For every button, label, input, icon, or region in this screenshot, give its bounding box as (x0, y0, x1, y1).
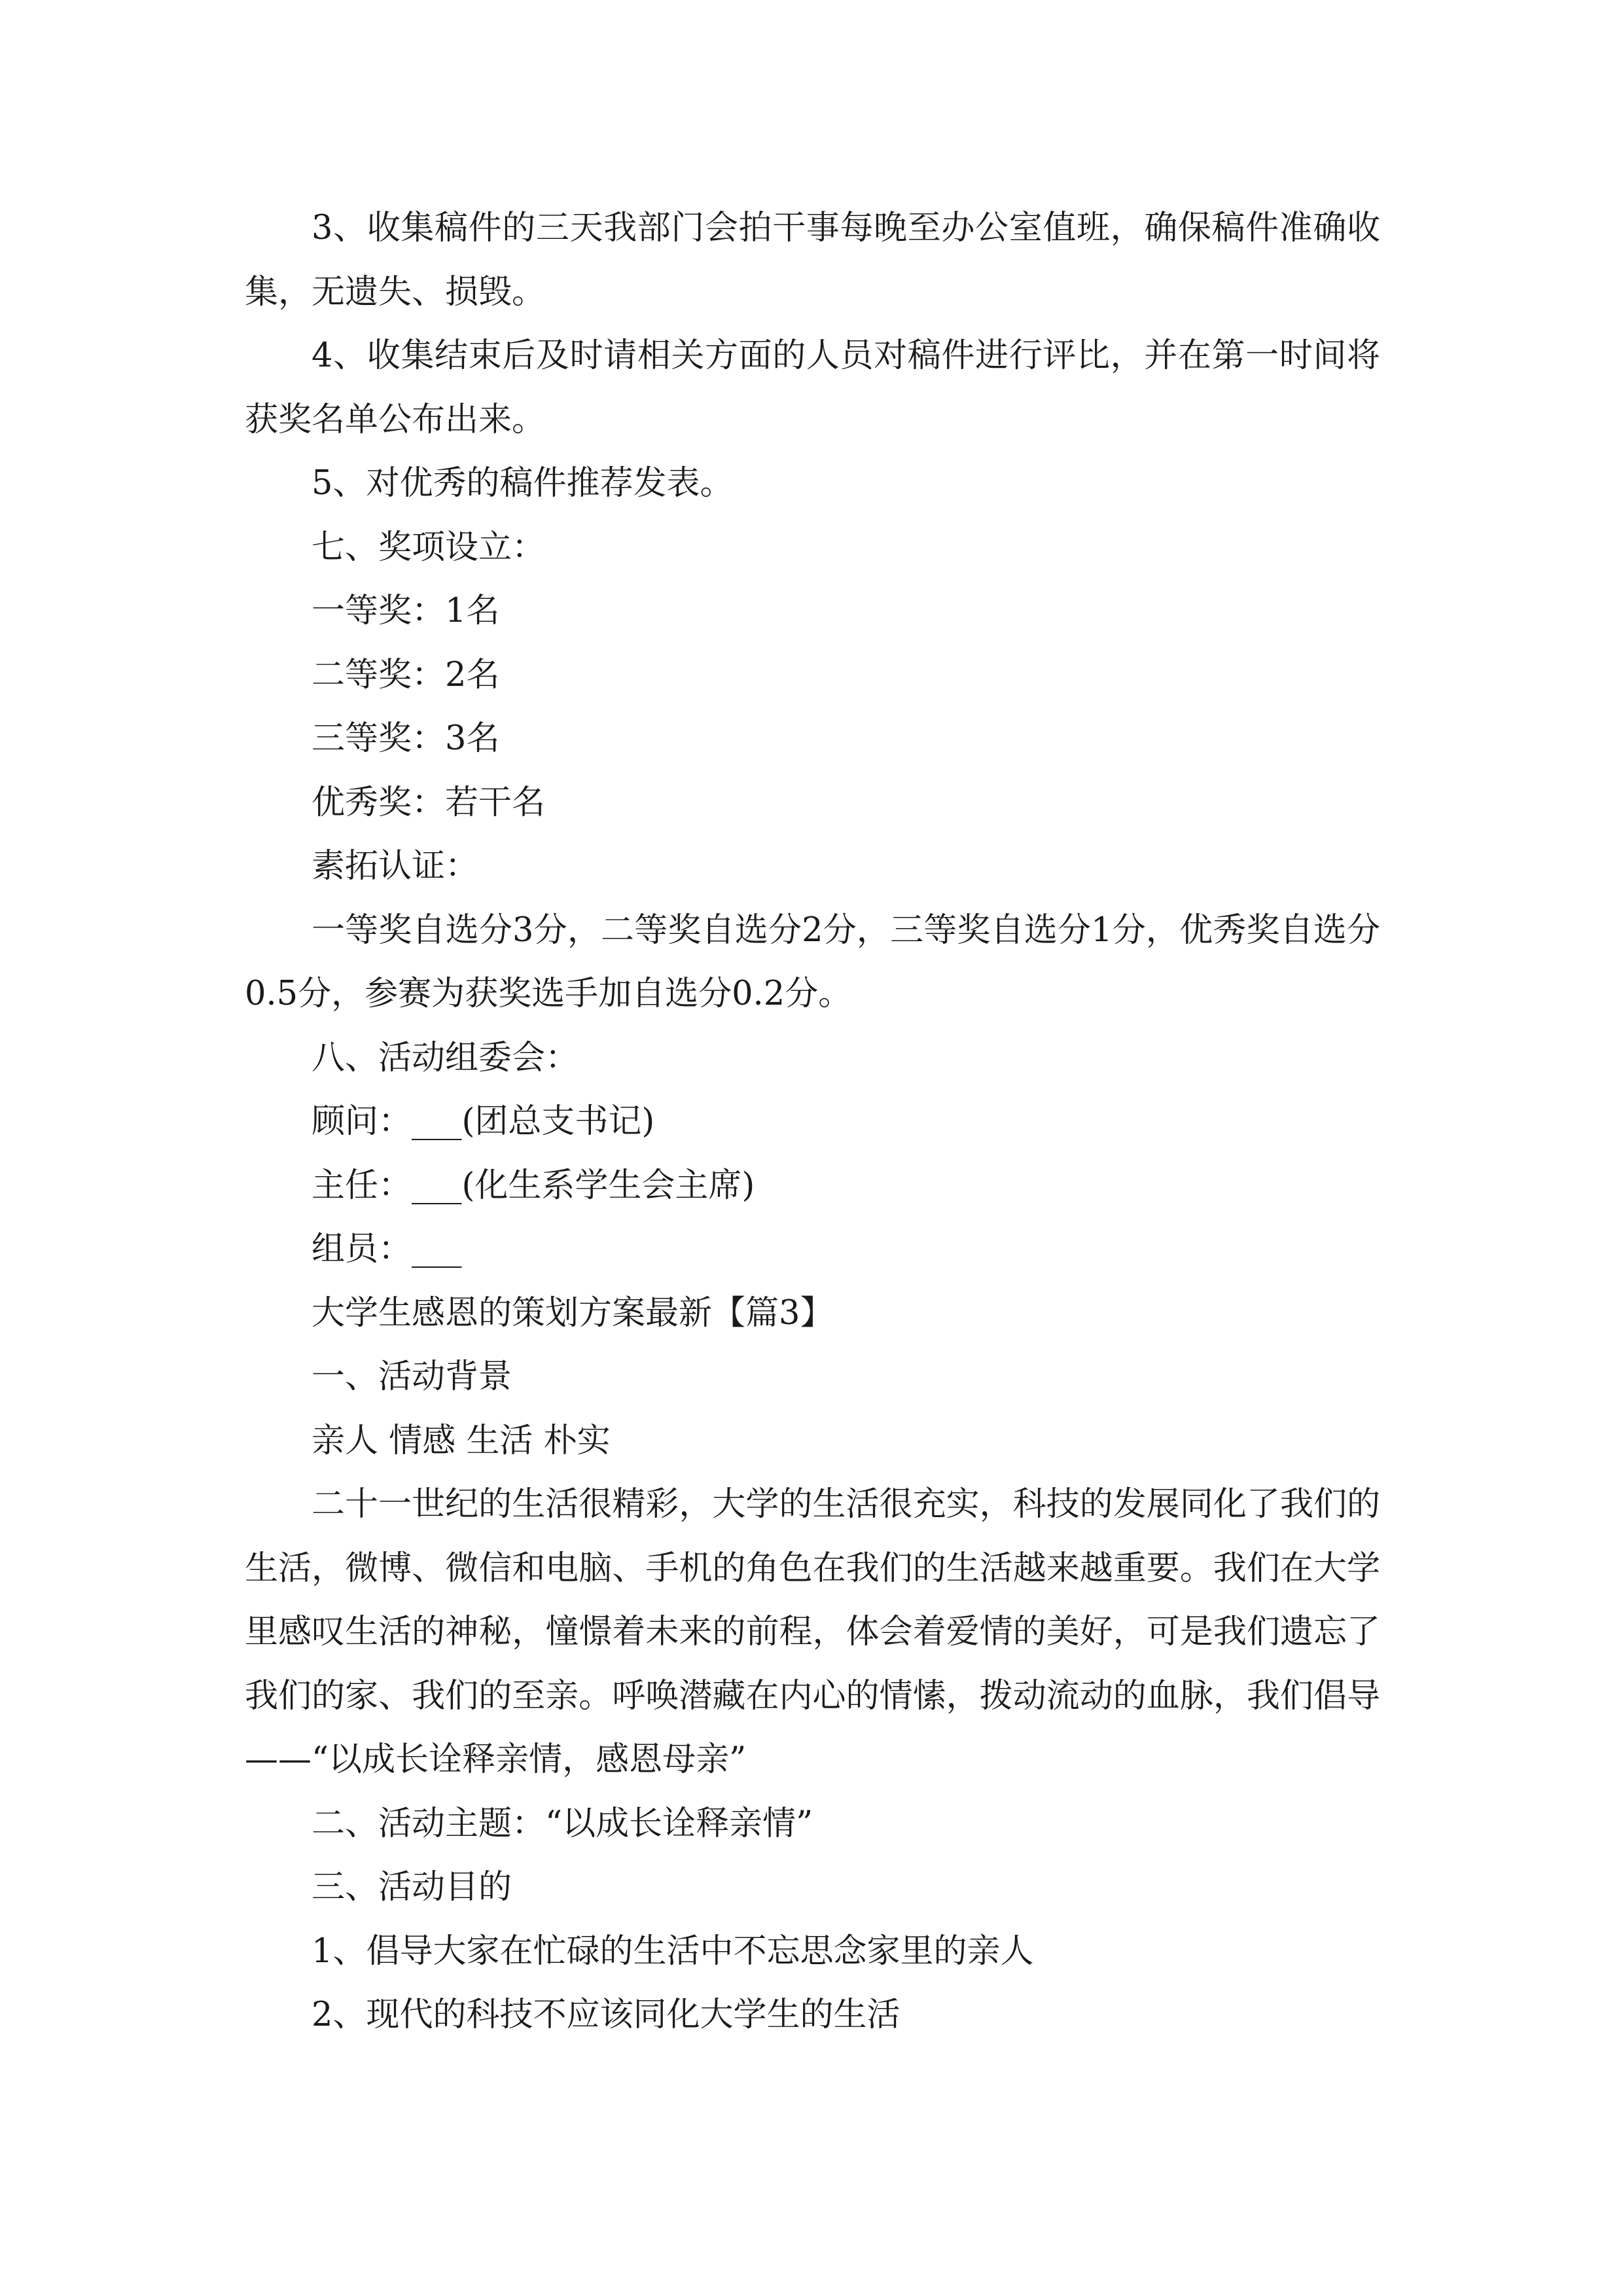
paragraph-item-3: 3、收集稿件的三天我部门会拍干事每晚至办公室值班，确保稿件准确收集，无遗失、损毁。 (245, 209, 1380, 312)
award-second-prize: 二等奖：2名 (312, 655, 500, 694)
section-heading-purpose: 三、活动目的 (312, 1868, 512, 1907)
section-heading-awards: 七、奖项设立： (312, 528, 546, 567)
article-title: 大学生感恩的策划方案最新【篇3】 (312, 1293, 834, 1333)
committee-members: 组员：___ (312, 1230, 462, 1268)
award-third-prize: 三等奖：3名 (312, 719, 500, 758)
background-body: 二十一世纪的生活很精彩，大学的生活很充实，科技的发展同化了我们的生活，微博、微信和电脑、手机的角色在我们的生活越来越重要。我们在大学里感叹生活的神秘，憧憬着未来的前程，体会着爱情的美好，可是我们遗忘了我们的家、我们的至亲。呼唤潜藏在内心的情愫，拨动流动的血脉，我们倡导——“以成长诠释亲情，感恩母亲” (245, 1485, 1380, 1779)
background-keywords: 亲人 情感 生活 朴实 (312, 1421, 611, 1460)
purpose-item-2: 2、现代的科技不应该同化大学生的生活 (312, 1996, 901, 2034)
committee-advisor: 顾问：___(团总支书记) (312, 1102, 655, 1141)
award-first-prize: 一等奖：1名 (312, 592, 500, 630)
paragraph-item-5: 5、对优秀的稿件推荐发表。 (312, 464, 734, 503)
award-excellence: 优秀奖：若干名 (312, 783, 546, 822)
purpose-item-1: 1、倡导大家在忙碌的生活中不忘思念家里的亲人 (312, 1931, 1034, 1971)
credit-heading: 素拓认证： (312, 847, 479, 886)
committee-director: 主任：___(化生系学生会主席) (312, 1166, 755, 1205)
section-heading-committee: 八、活动组委会： (312, 1038, 579, 1077)
section-heading-background: 一、活动背景 (312, 1357, 512, 1396)
document-body (245, 196, 1380, 2047)
paragraph-item-4: 4、收集结束后及时请相关方面的人员对稿件进行评比，并在第一时间将获奖名单公布出来。 (245, 336, 1380, 439)
section-heading-theme: 二、活动主题：“以成长诠释亲情” (312, 1804, 813, 1843)
credit-details: 一等奖自选分3分，二等奖自选分2分，三等奖自选分1分，优秀奖自选分0.5分，参赛为获奖选手加自选分0.2分。 (245, 910, 1380, 1013)
